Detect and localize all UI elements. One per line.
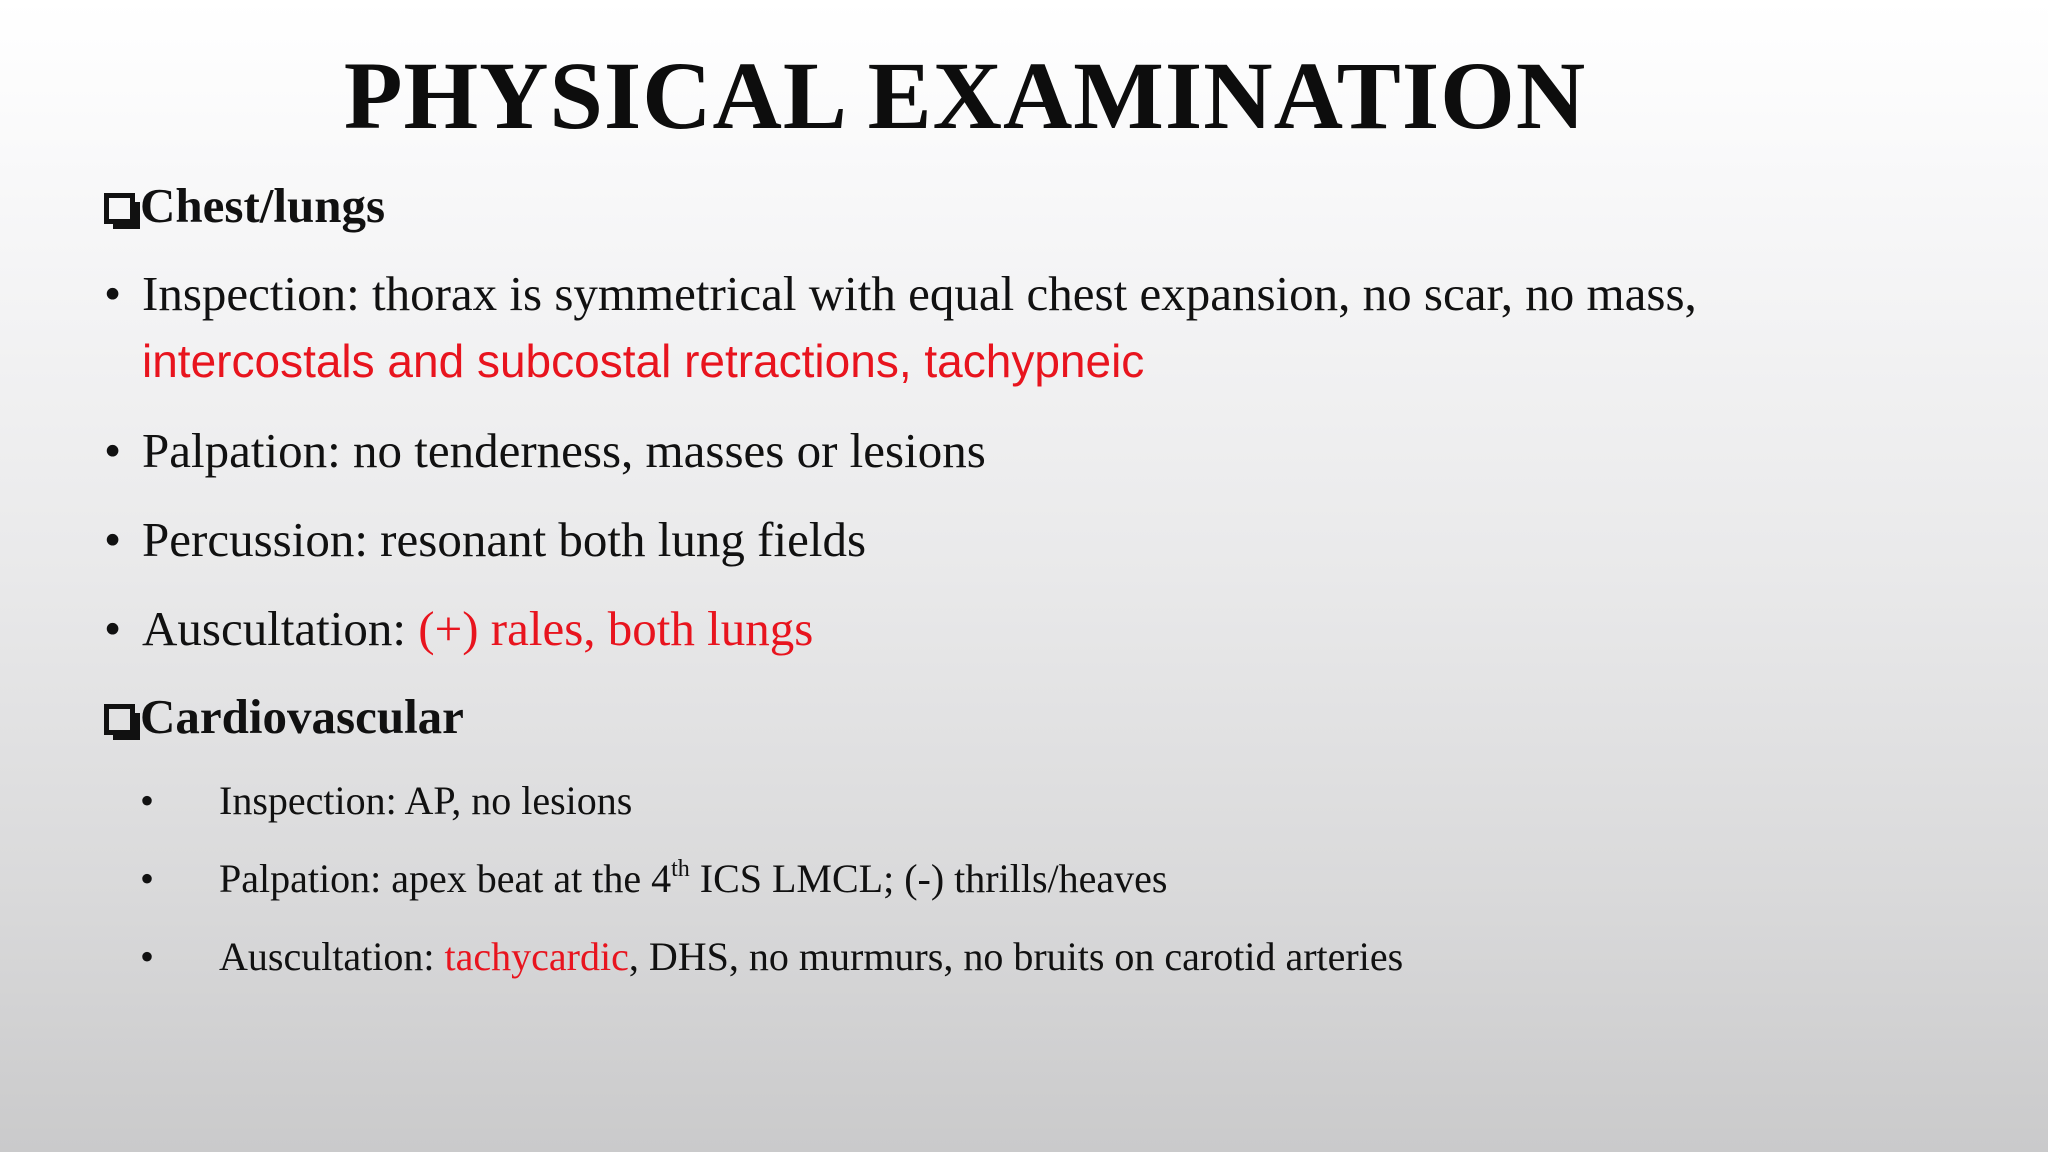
cardio-auscultation-highlight: tachycardic: [444, 934, 629, 979]
ordinal-superscript: th: [671, 856, 690, 882]
bullet-icon: •: [140, 778, 155, 823]
palpation-text: Palpation: no tenderness, masses or lesions: [142, 423, 986, 478]
bullet-icon: •: [140, 856, 155, 901]
inspection-text: Inspection: thorax is symmetrical with equal chest expansion, no scar, no mass,: [142, 266, 1697, 321]
cardio-inspection-text: Inspection: AP, no lesions: [219, 778, 633, 823]
slide-title: PHYSICAL EXAMINATION: [343, 42, 1587, 149]
section-heading-cardiovascular: [104, 689, 464, 745]
list-item-text: [219, 931, 1403, 983]
cardio-palpation-text-rest: ICS LMCL; (-) thrills/heaves: [689, 856, 1168, 901]
bullet-icon: •: [104, 512, 122, 567]
checkbox-bullet-icon: [104, 193, 135, 224]
cardio-auscultation-text: Auscultation:: [219, 934, 445, 979]
cardio-auscultation-text-rest: , DHS, no murmurs, no bruits on carotid arteries: [628, 934, 1404, 979]
auscultation-text: Auscultation:: [142, 601, 419, 656]
bullet-icon: •: [140, 934, 155, 979]
list-item-text: [219, 853, 1167, 905]
bullet-icon: •: [104, 423, 122, 478]
list-item-auscultation-chest: [104, 595, 1964, 662]
list-item-percussion: [104, 506, 1964, 573]
list-item-text: [142, 595, 1964, 662]
list-item-palpation-chest: [104, 417, 1964, 484]
list-item-inspection-cardio: [140, 775, 2000, 827]
checkbox-bullet-icon: [104, 704, 135, 735]
list-item-text: [142, 260, 1964, 395]
bullet-icon: •: [104, 266, 122, 321]
list-item-palpation-cardio: [140, 853, 2000, 905]
list-item-inspection-chest: [104, 260, 1964, 395]
section-heading-label: Chest/lungs: [140, 178, 386, 233]
section-heading-label: Cardiovascular: [140, 689, 464, 744]
list-item-auscultation-cardio: [140, 931, 2000, 983]
bullet-icon: •: [104, 601, 122, 656]
inspection-highlight: intercostals and subcostal retractions, tachypneic: [142, 335, 1145, 387]
cardio-palpation-text: Palpation: apex beat at the 4: [219, 856, 672, 901]
percussion-text: Percussion: resonant both lung fields: [142, 512, 867, 567]
section-heading-chest-lungs: [104, 178, 385, 234]
auscultation-highlight: (+) rales, both lungs: [418, 601, 814, 656]
